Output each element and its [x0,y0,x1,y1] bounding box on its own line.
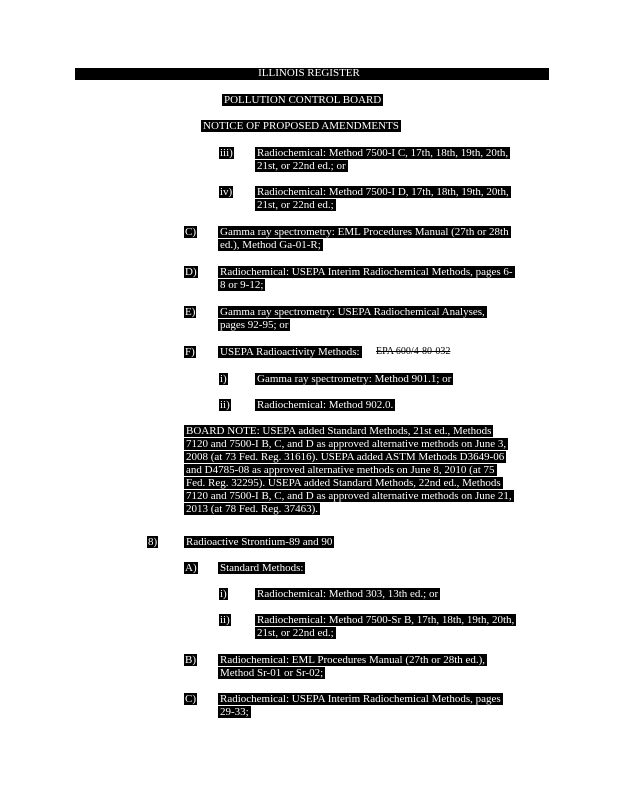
notice-title: NOTICE OF PROPOSED AMENDMENTS [203,120,399,132]
item-f-i-label: i) [220,373,227,385]
item-b-line1: Radiochemical: EML Procedures Manual (27th or 28th ed.), [220,654,486,666]
register-title: ILLINOIS REGISTER [258,67,360,79]
item-c-line1: Gamma ray spectrometry: EML Procedures Manual (27th or 28th [220,226,509,238]
item-d-line1: Radiochemical: USEPA Interim Radiochemical Methods, pages 6- [220,266,513,278]
item-iii-label: iii) [220,147,233,159]
board-note-line-1: BOARD NOTE: USEPA added Standard Methods, 21st ed., Methods [186,425,492,437]
item-iii-line2: 21st, or 22nd ed.; or [257,160,346,172]
board-note-line-2: 7120 and 7500-I B, C, and D as approved alternative methods on June 3, [186,438,507,450]
item-d-label: D) [185,266,197,278]
item-f-label: F) [185,346,195,358]
item-c2-line1: Radiochemical: USEPA Interim Radiochemical Methods, pages [220,693,501,705]
item-f-ii-label: ii) [220,399,230,411]
item-c-line2: ed.), Method Ga-01-R; [220,239,321,251]
section-8-label: 8) [148,536,158,548]
board-note-line-5: Fed. Reg. 32295). USEPA added Standard Methods, 22nd ed., Methods [186,477,501,489]
item-a-ii-line2: 21st, or 22nd ed.; [257,627,334,639]
item-d-line2: 8 or 9-12; [220,279,264,291]
item-iv-line2: 21st, or 22nd ed.; [257,199,334,211]
item-a-ii-line1: Radiochemical: Method 7500-Sr B, 17th, 18th, 19th, 20th, [257,614,515,626]
item-c2-line2: 29-33; [220,706,249,718]
board-note-line-6: 7120 and 7500-I B, C, and D as approved alternative methods on June 21, [186,490,512,502]
item-a-text: Standard Methods: [220,562,304,574]
item-a-i-text: Radiochemical: Method 303, 13th ed.; or [257,588,439,600]
item-iv-label: iv) [220,186,233,198]
header-rule [75,79,549,80]
item-c2-label: C) [185,693,196,705]
item-a-label: A) [185,562,197,574]
item-f-line1: USEPA Radioactivity Methods: [220,346,360,358]
item-f-ii-text: Radiochemical: Method 902.0. [257,399,394,411]
board-note-line-7: 2013 (at 78 Fed. Reg. 37463). [186,503,318,515]
item-f-struck-text: EPA 600/4-80-032 [376,346,451,357]
item-iii-line1: Radiochemical: Method 7500-I C, 17th, 18th, 19th, 20th, [257,147,509,159]
item-e-label: E) [185,306,196,318]
section-8-title: Radioactive Strontium-89 and 90 [186,536,333,548]
board-note-line-3: 2008 (at 73 Fed. Reg. 31616). USEPA added ASTM Methods D3649-06 [186,451,505,463]
item-iv-line1: Radiochemical: Method 7500-I D, 17th, 18th, 19th, 20th, [257,186,509,198]
item-e-line2: pages 92-95; or [220,319,289,331]
item-b-label: B) [185,654,196,666]
item-b-line2: Method Sr-01 or Sr-02; [220,667,324,679]
item-e-line1: Gamma ray spectrometry: USEPA Radiochemical Analyses, [220,306,485,318]
item-a-ii-label: ii) [220,614,230,626]
item-a-i-label: i) [220,588,227,600]
item-f-i-text: Gamma ray spectrometry: Method 901.1; or [257,373,452,385]
board-note-line-4: and D4785-08 as approved alternative methods on June 8, 2010 (at 75 [186,464,495,476]
board-title: POLLUTION CONTROL BOARD [224,94,382,106]
item-c-label: C) [185,226,196,238]
